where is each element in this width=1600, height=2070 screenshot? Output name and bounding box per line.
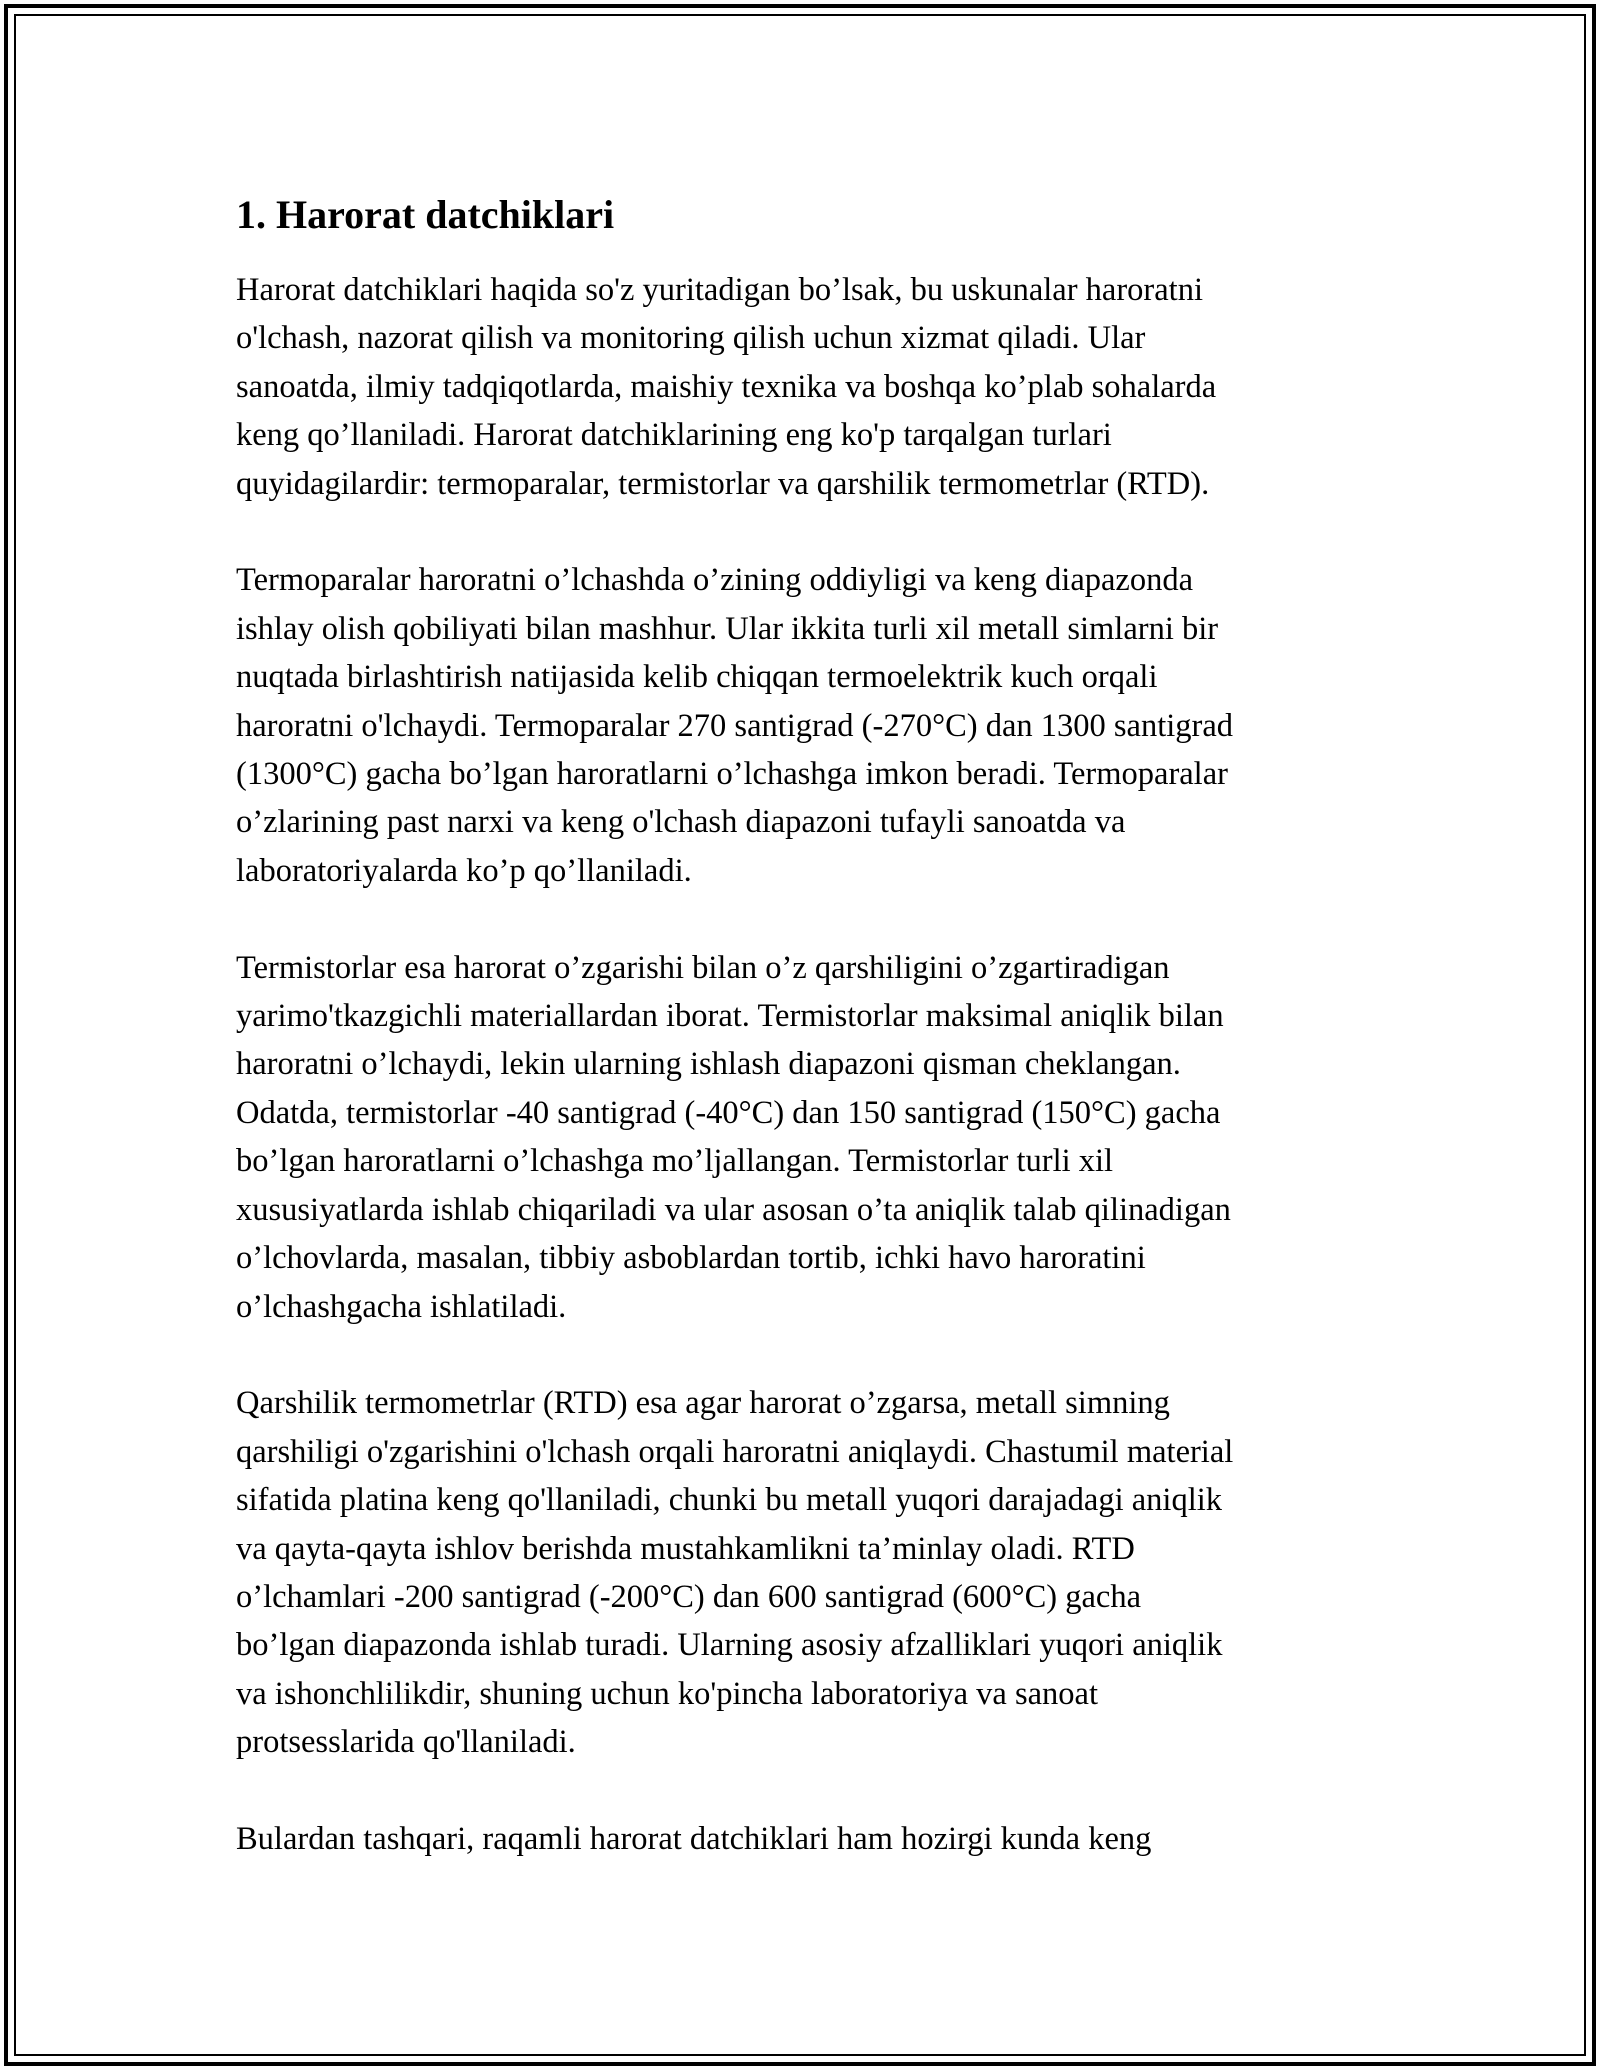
paragraph-digital-sensors: Bulardan tashqari, raqamli harorat datchiklari ham hozirgi kunda keng	[236, 1820, 1152, 1857]
paragraph-thermistors: Termistorlar esa harorat o’zgarishi bilan o’z qarshiligini o’zgartiradigan yarimo'tkazgichli materiallardan iborat. Termistorlar maksimal aniqlik bilan haroratni o’lchaydi, lekin ularning ishlash diapazoni qisman cheklangan. Odatda, termistorlar -40 santigrad (-40°C) dan 150 santigrad (150°C) gacha bo’lgan haroratlarni o’lchashga mo’ljallangan. Termistorlar turli xil xususiyatlarda ishlab chiqariladi va ular asosan o’ta aniqlik talab qilinadigan o’lchovlarda, masalan, tibbiy asboblardan tortib, ichki havo haroratini o’lchashgacha ishlatiladi.	[236, 949, 1231, 1325]
document-body	[236, 186, 1376, 1912]
section-heading: 1. Harorat datchiklari	[236, 192, 615, 237]
paragraph-thermocouples: Termoparalar haroratni o’lchashda o’zining oddiyligi va keng diapazonda ishlay olish qobiliyati bilan mashhur. Ular ikkita turli xil metall simlarni bir nuqtada birlashtirish natijasida kelib chiqqan termoelektrik kuch orqali haroratni o'lchaydi. Termoparalar 270 santigrad (-270°C) dan 1300 santigrad (1300°C) gacha bo’lgan haroratlarni o’lchashga imkon beradi. Termoparalar o’zlarining past narxi va keng o'lchash diapazoni tufayli sanoatda va laboratoriyalarda ko’p qo’llaniladi.	[236, 562, 1233, 889]
paragraph-rtd: Qarshilik termometrlar (RTD) esa agar harorat o’zgarsa, metall simning qarshiligi o'zgarishini o'lchash orqali haroratni aniqlaydi. Chastumil material sifatida platina keng qo'llaniladi, chunki bu metall yuqori darajadagi aniqlik va qayta-qayta ishlov berishda mustahkamlikni ta’minlay oladi. RTD o’lchamlari -200 santigrad (-200°C) dan 600 santigrad (600°C) gacha bo’lgan diapazonda ishlab turadi. Ularning asosiy afzalliklari yuqori aniqlik va ishonchlilikdir, shuning uchun ko'pincha laboratoriya va sanoat protsesslarida qo'llaniladi.	[236, 1385, 1234, 1761]
paragraph-intro: Harorat datchiklari haqida so'z yuritadigan bo’lsak, bu uskunalar haroratni o'lchash, nazorat qilish va monitoring qilish uchun xizmat qiladi. Ular sanoatda, ilmiy tadqiqotlarda, maishiy texnika va boshqa ko’plab sohalarda keng qo’llaniladi. Harorat datchiklarining eng ko'p tarqalgan turlari quyidagilardir: termoparalar, termistorlar va qarshilik termometrlar (RTD).	[236, 272, 1217, 502]
